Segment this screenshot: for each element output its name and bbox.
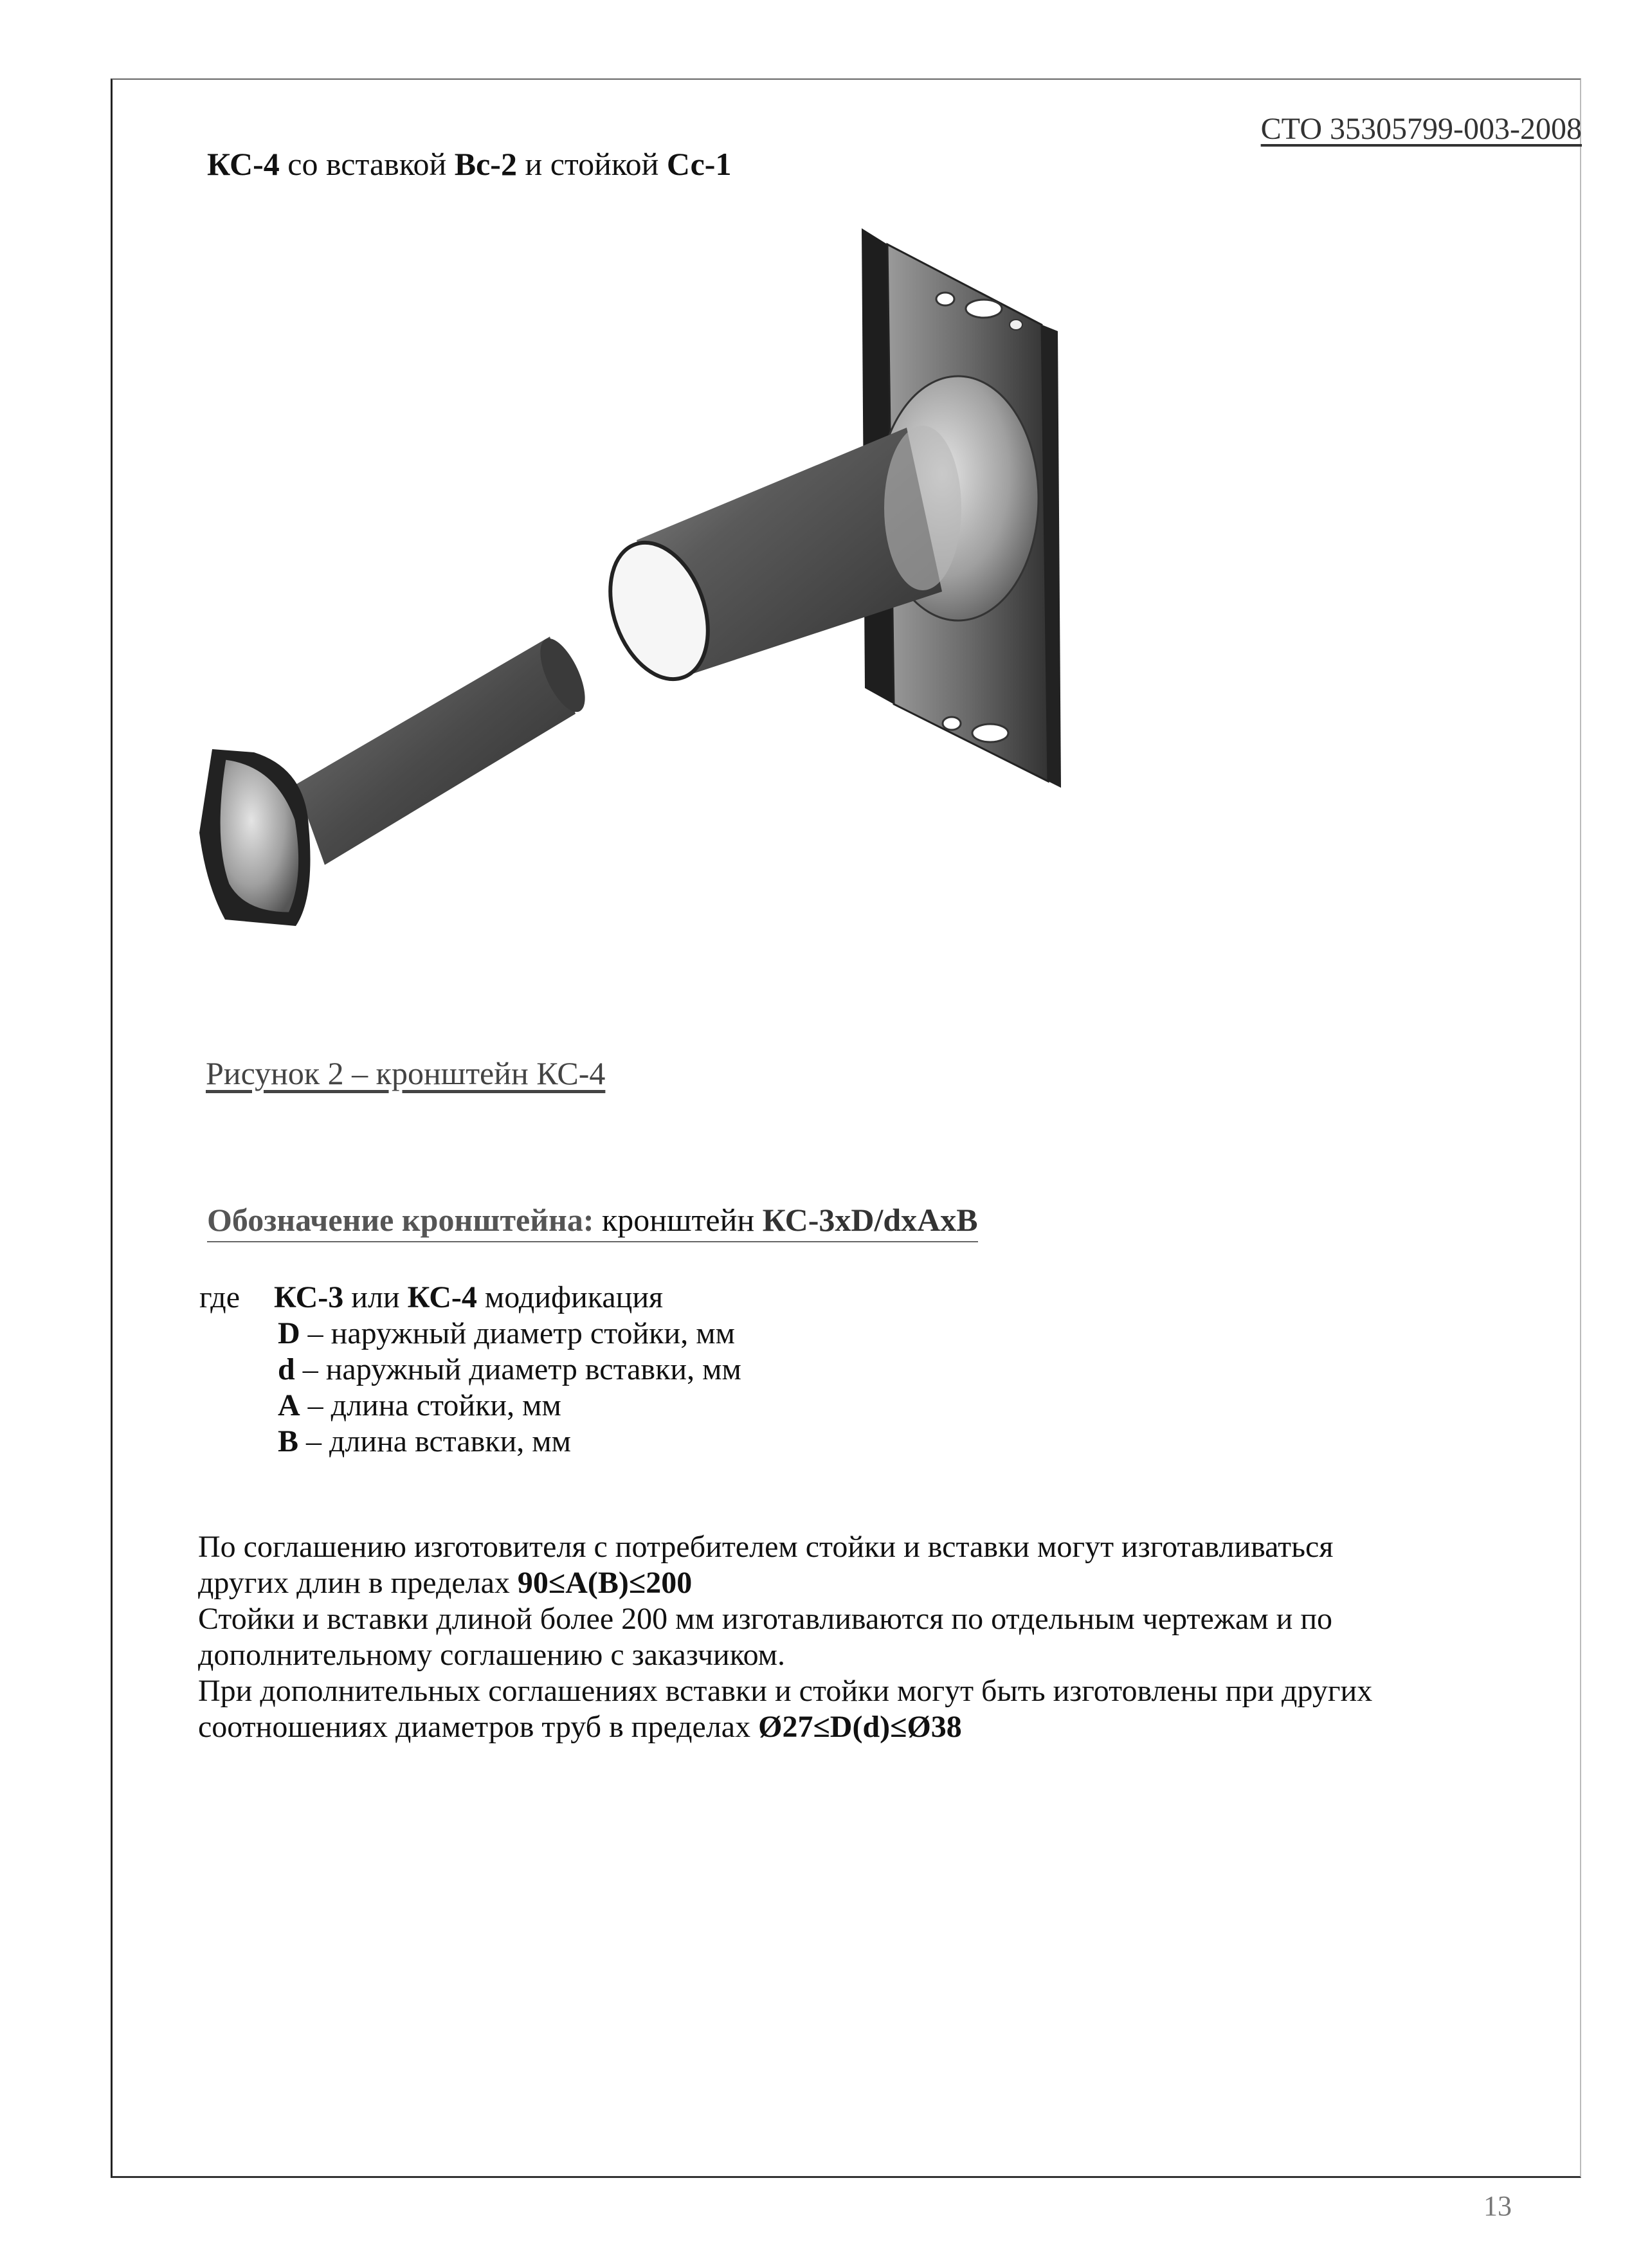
figure-caption: Рисунок 2 – кронштейн КС-4	[206, 1055, 606, 1091]
bracket-drawing	[193, 215, 1093, 1000]
legend-item: B – длина вставки, мм	[278, 1424, 572, 1458]
legend-item: D – наружный диаметр стойки, мм	[278, 1316, 735, 1350]
insert-flare	[199, 749, 311, 926]
insert-tube	[296, 632, 594, 865]
notes-paragraph: По соглашению изготовителя с потребителем стойки и вставки могут изготавливаться других длин в пределах 90≤A(B)≤200 Стойки и вставки длиной более 200 мм изготавливаются по отдельным чертежам и по дополнительному соглашению с заказчиком. При дополнительных соглашениях вставки и стойки могут быть изготовлены при других соотношениях диаметров труб в пределах Ø27≤D(d)≤Ø38	[198, 1530, 1373, 1744]
figure-title: КС-4 со вставкой Вс-2 и стойкой Сс-1	[207, 146, 732, 182]
designation-label: Обозначение кронштейна:	[207, 1202, 594, 1238]
legend-item: A – длина стойки, мм	[278, 1388, 561, 1422]
page-number: 13	[1483, 2190, 1512, 2222]
insert-model: Вс-2	[454, 146, 517, 182]
post-model: Сс-1	[666, 146, 732, 182]
designation-legend	[199, 1280, 741, 1460]
document-code: СТО 35305799-003-2008	[1260, 112, 1582, 146]
designation-code: КС-3xD/dxAxB	[762, 1202, 978, 1238]
legend-modification-row: где КС-3 или КС-4 модификация	[199, 1280, 664, 1314]
designation-line: Обозначение кронштейна: кронштейн КС-3xD/dxAxB	[207, 1201, 978, 1242]
bracket-model: КС-4	[207, 146, 280, 182]
legend-item: d – наружный диаметр вставки, мм	[278, 1352, 741, 1386]
